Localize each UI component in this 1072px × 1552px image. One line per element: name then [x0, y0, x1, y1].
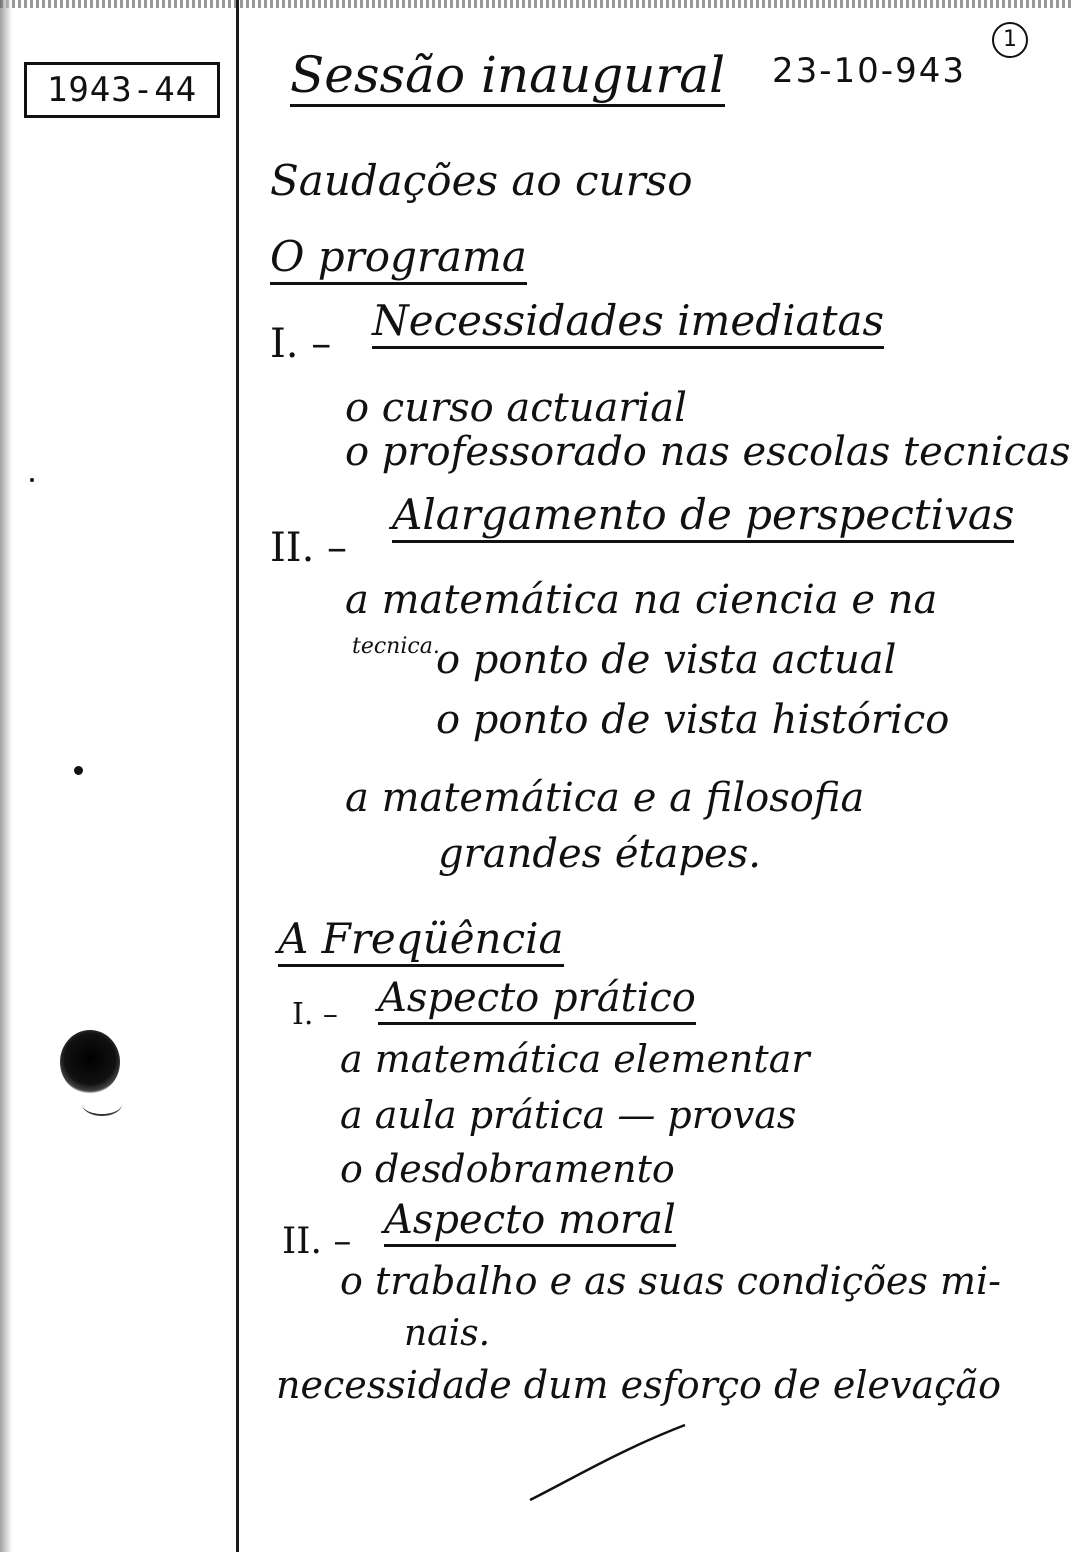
punch-hole-arc: [82, 1092, 122, 1116]
punch-hole: [60, 1030, 120, 1094]
note-line: necessidade dum esforço de elevação: [276, 1363, 1001, 1407]
closing-flourish: [520, 1420, 690, 1510]
note-line: a aula prática — provas: [340, 1093, 797, 1137]
note-line: Saudações ao curso: [270, 156, 693, 205]
ink-speck: [30, 478, 34, 482]
note-line-continuation: nais.: [404, 1313, 491, 1354]
section-heading: O programa: [270, 236, 527, 285]
left-margin-column: [0, 0, 238, 1552]
note-line: o ponto de vista histórico: [436, 697, 950, 743]
ink-dot: [74, 766, 83, 775]
page-left-edge-shadow: [0, 0, 12, 1552]
roman-numeral: I. –: [270, 321, 332, 367]
note-line: o ponto de vista actual: [436, 637, 897, 683]
page-title: Sessão inaugural: [290, 50, 725, 107]
note-line: o professorado nas escolas tecnicas: [345, 429, 1071, 475]
page-date: 23-10-943: [772, 51, 966, 91]
section-heading: A Freqüência: [278, 918, 564, 967]
roman-numeral: II. –: [270, 525, 348, 571]
year-label-box: 1943-44: [24, 62, 220, 118]
note-line: a matemática elementar: [340, 1037, 810, 1081]
note-line: o desdobramento: [340, 1147, 675, 1191]
note-line: a matemática e a filosofia: [345, 775, 865, 821]
note-line: a matemática na ciencia e na: [345, 577, 938, 623]
subsection-heading: Necessidades imediatas: [372, 300, 884, 349]
subsection-heading: Alargamento de perspectivas: [392, 494, 1014, 543]
roman-numeral: I. –: [292, 997, 338, 1032]
subsection-heading: Aspecto moral: [384, 1200, 676, 1247]
note-line: o trabalho e as suas condições mi-: [340, 1259, 1001, 1303]
subsection-heading: Aspecto prático: [378, 978, 696, 1025]
note-line: o curso actuarial: [345, 385, 687, 431]
page-number-circle: 1: [992, 22, 1028, 58]
note-line-continuation: tecnica.: [352, 634, 440, 659]
roman-numeral: II. –: [282, 1221, 352, 1262]
margin-rule-line: [236, 0, 239, 1552]
note-line: grandes étapes.: [438, 831, 761, 877]
